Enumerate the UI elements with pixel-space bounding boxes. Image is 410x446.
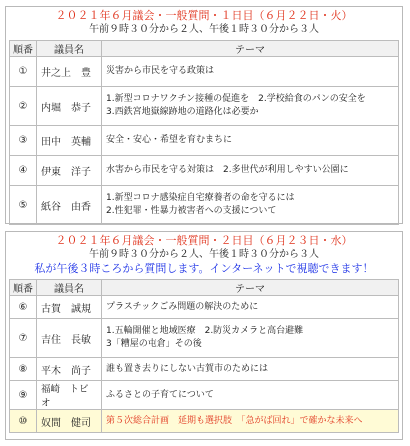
- row-name: 伊東 洋子: [37, 156, 102, 186]
- theme-line: 災害から市民を守る政策は: [106, 66, 215, 76]
- row-name: 古賀 誠規: [37, 296, 102, 319]
- row-theme: [102, 296, 399, 319]
- row-name: 内堀 恭子: [37, 87, 102, 126]
- header-name: 議員名: [37, 41, 102, 57]
- row-theme: [102, 186, 399, 225]
- row-theme: [102, 410, 399, 433]
- header-theme: テーマ: [102, 280, 399, 296]
- day1-panel: [5, 6, 403, 224]
- table-row: [10, 156, 399, 186]
- table-row: [10, 381, 399, 410]
- header-name: 議員名: [37, 280, 102, 296]
- theme-line: ふるさとの子育てについて: [106, 389, 214, 400]
- header-no: 順番: [10, 41, 37, 57]
- day1-table: [9, 40, 399, 225]
- row-theme: [102, 57, 399, 87]
- theme-line: 2.性犯罪・性暴力被害者への支援について: [106, 206, 277, 216]
- row-no: ⑦: [10, 319, 37, 358]
- day2-table: [9, 279, 399, 433]
- row-no: ③: [10, 126, 37, 156]
- day2-note: 私が午後３時ころから質問します。インターネットで視聴できます！: [34, 262, 374, 275]
- theme-line: 安全・安心・希望を育むまちに: [106, 135, 233, 145]
- row-no: ⑨: [10, 381, 37, 410]
- row-no: ⑧: [10, 358, 37, 381]
- theme-line: 1.新型コロナワクチン接種の促進を 2.学校給食のパンの安全を: [106, 94, 366, 104]
- day2-subtitle: 午前９時３０分から２人、午後１時３０分から３人: [89, 249, 319, 260]
- table-row: [10, 87, 399, 126]
- row-no: ⑤: [10, 186, 37, 225]
- row-theme: [102, 87, 399, 126]
- row-theme: [102, 358, 399, 381]
- day1-subtitle: 午前９時３０分から２人、午後１時３０分から３人: [89, 24, 319, 35]
- theme-line: 1.新型コロナ感染症自宅療養者の命を守るには: [106, 193, 295, 203]
- row-name: 紙谷 由香: [37, 186, 102, 225]
- table-header-row: [10, 280, 399, 296]
- row-theme: [102, 319, 399, 358]
- theme-line: 水害から市民を守る対策は 2.多世代が利用しやすい公園に: [106, 165, 349, 175]
- day1-title: ２０２１年６月議会・一般質問・１日目（６月２２日・火）: [55, 9, 353, 22]
- theme-line: 誰も置き去りにしない古賀市のためには: [106, 363, 269, 374]
- table-row-highlighted: [10, 410, 399, 433]
- table-row: [10, 358, 399, 381]
- theme-line: 第５次総合計画 延期も選択肢 「急がば回れ」で確かな未来へ: [106, 415, 363, 426]
- row-name: 吉住 長敏: [37, 319, 102, 358]
- theme-line: 3.西鉄宮地嶽線跡地の道路化は必要か: [106, 107, 259, 117]
- row-no: ⑩: [10, 410, 37, 433]
- table-row: [10, 296, 399, 319]
- table-row: [10, 57, 399, 87]
- header-no: 順番: [10, 280, 37, 296]
- table-row: [10, 186, 399, 225]
- day2-title: ２０２１年６月議会・一般質問・２日目（６月２３日・水）: [55, 234, 353, 247]
- theme-line: プラスチックごみ問題の解決のために: [106, 301, 259, 312]
- row-theme: [102, 126, 399, 156]
- row-theme: [102, 156, 399, 186]
- row-no: ②: [10, 87, 37, 126]
- row-name: 井之上 豊: [37, 57, 102, 87]
- header-theme: テーマ: [102, 41, 399, 57]
- row-name: 平木 尚子: [37, 358, 102, 381]
- row-name: 奴間 健司: [37, 410, 102, 433]
- day2-panel: [5, 231, 403, 440]
- row-no: ⑥: [10, 296, 37, 319]
- theme-line: 3「糟屋の屯倉」その後: [106, 339, 202, 349]
- row-name: 福崎 トビオ: [37, 381, 102, 410]
- row-name: 田中 英輔: [37, 126, 102, 156]
- row-no: ④: [10, 156, 37, 186]
- table-row: [10, 319, 399, 358]
- row-no: ①: [10, 57, 37, 87]
- table-header-row: [10, 41, 399, 57]
- theme-line: 1.五輪開催と地域医療 2.防災カメラと高台避難: [106, 326, 304, 336]
- table-row: [10, 126, 399, 156]
- row-theme: [102, 381, 399, 410]
